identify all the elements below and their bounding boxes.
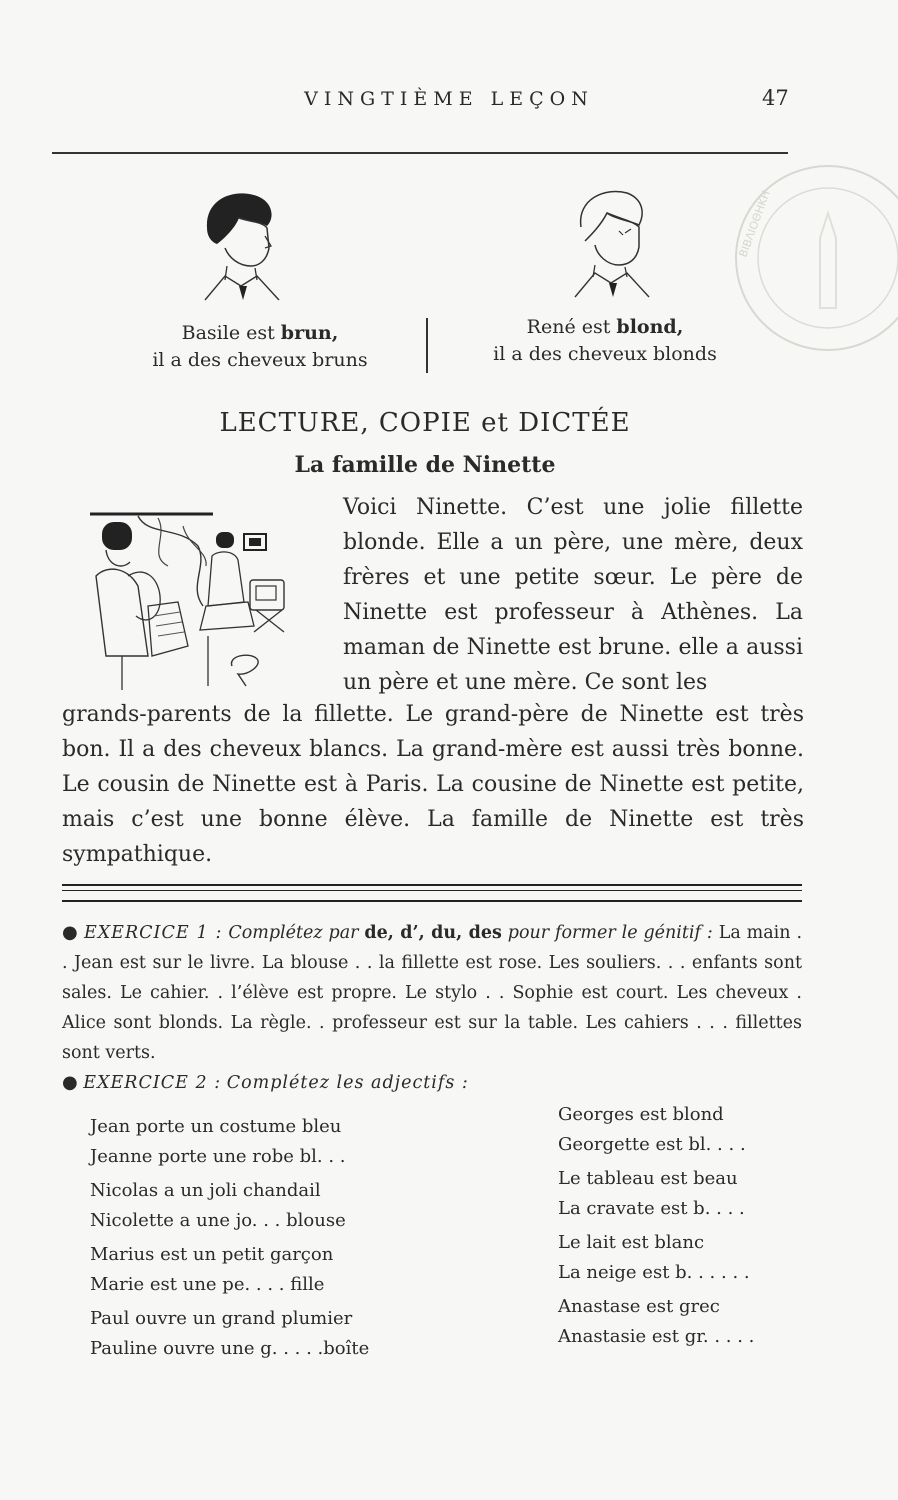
caption-divider bbox=[426, 318, 428, 373]
exercise-1-instruction-words: de, d’, du, des bbox=[364, 923, 502, 943]
exercise-1-instruction-suffix: pour former le génitif : bbox=[507, 923, 713, 943]
list-item: Nicolas a un joli chandail bbox=[90, 1180, 321, 1201]
story-title: La famille de Ninette bbox=[294, 452, 556, 478]
story-paragraph-rest: grands-parents de la fillette. Le grand-père de Ninette est très bon. Il a des cheveux blancs. La grand-mère est aussi très bonne. Le cousin de Ninette est à Paris. La cousine de Ninette est petite, mais c’est une bonne élève. La famille de Ninette est très sympathique. bbox=[62, 702, 804, 867]
exercise-1 bbox=[62, 918, 802, 1068]
caption-rene-prefix: René est bbox=[526, 316, 617, 338]
exercise-2-instruction: Complétez les adjectifs : bbox=[226, 1073, 469, 1093]
running-header-title: VINGTIÈME LEÇON bbox=[304, 88, 594, 110]
section-rule-bottom bbox=[62, 900, 802, 902]
list-item: Anastase est grec bbox=[558, 1296, 720, 1317]
caption-rene-line2: il a des cheveux blonds bbox=[493, 343, 717, 365]
exercise-1-bullet: ● bbox=[62, 922, 79, 943]
list-item: Georges est blond bbox=[558, 1104, 724, 1125]
exercise-2-label: EXERCICE 2 : bbox=[83, 1073, 222, 1093]
caption-basile-bold: brun, bbox=[280, 322, 339, 344]
list-item: La cravate est b. . . . bbox=[558, 1198, 745, 1219]
page-number: 47 bbox=[762, 86, 789, 110]
list-item: Le lait est blanc bbox=[558, 1232, 705, 1253]
section-heading: LECTURE, COPIE et DICTÉE bbox=[219, 408, 631, 438]
list-item: Nicolette a une jo. . . blouse bbox=[90, 1210, 346, 1231]
story-paragraph-intro: Voici Ninette. C’est une jolie fillette blonde. Elle a un père, une mère, deux frères et une petite sœur. Le père de Ninette est professeur à Athènes. La maman de Ninette est brune. elle a aussi un père et une mère. Ce sont les bbox=[343, 495, 803, 695]
list-item: Paul ouvre un grand plumier bbox=[90, 1308, 353, 1329]
list-item: La neige est b. . . . . . bbox=[558, 1262, 750, 1283]
exercise-2-right-column bbox=[558, 1100, 754, 1352]
caption-basile bbox=[110, 320, 410, 374]
header-rule bbox=[52, 152, 788, 154]
section-rule-middle bbox=[62, 890, 802, 891]
rene-portrait bbox=[565, 185, 655, 300]
list-item: Georgette est bl. . . . bbox=[558, 1134, 746, 1155]
list-item: Marie est une pe. . . . fille bbox=[90, 1274, 325, 1295]
section-rule-top bbox=[62, 884, 802, 886]
caption-basile-line2: il a des cheveux bruns bbox=[152, 349, 368, 371]
exercise-1-body: La main . . Jean est sur le livre. La blouse . . la fillette est rose. Les souliers. . . enfants sont sales. Le cahier. . l’élève est propre. Le stylo . . Sophie est court. Les cheveux . Alice sont blonds. La règle. . professeur est sur la table. Les cahiers . . . fillettes sont verts. bbox=[62, 923, 803, 1063]
basile-portrait bbox=[195, 188, 285, 303]
caption-rene-bold: blond, bbox=[616, 316, 684, 338]
family-illustration bbox=[88, 506, 303, 691]
caption-rene bbox=[470, 314, 740, 368]
exercise-2-left-column bbox=[90, 1112, 369, 1364]
caption-basile-prefix: Basile est bbox=[181, 322, 281, 344]
list-item: Pauline ouvre une g. . . . .boîte bbox=[90, 1338, 370, 1359]
exercise-2-bullet: ● bbox=[62, 1072, 78, 1093]
exercise-1-instruction-prefix: Complétez par bbox=[228, 923, 359, 943]
library-stamp bbox=[728, 158, 898, 358]
list-item: Le tableau est beau bbox=[558, 1168, 738, 1189]
list-item: Jean porte un costume bleu bbox=[90, 1116, 342, 1137]
list-item: Jeanne porte une robe bl. . . bbox=[90, 1146, 346, 1167]
list-item: Anastasie est gr. . . . . bbox=[558, 1326, 755, 1347]
svg-text:ΒΙΒΛΙΟΘΗΚΗ: ΒΙΒΛΙΟΘΗΚΗ bbox=[736, 188, 773, 260]
exercise-2-heading bbox=[62, 1072, 469, 1093]
exercise-1-label: EXERCICE 1 : bbox=[83, 923, 223, 943]
list-item: Marius est un petit garçon bbox=[90, 1244, 334, 1265]
